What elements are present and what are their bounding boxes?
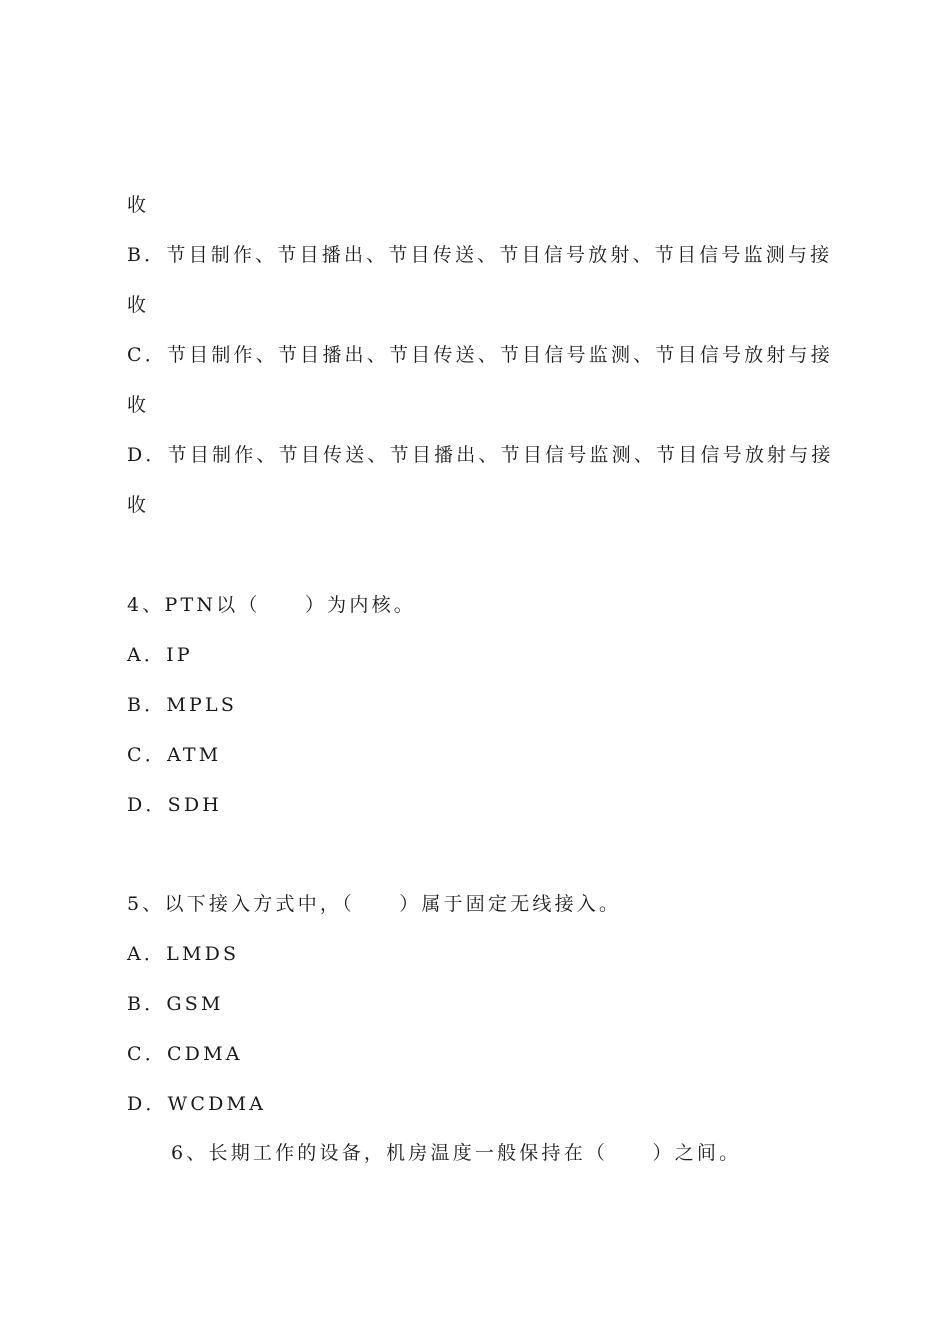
question-4-option-d: D．SDH xyxy=(127,794,223,816)
question-5-option-c: C．CDMA xyxy=(127,1043,243,1065)
question-4-stem: 4、PTN以（ ）为内核。 xyxy=(127,594,416,616)
option-b: B．节目制作、节目播出、节目传送、节目信号放射、节目信号监测与接 xyxy=(127,244,833,266)
option-continuation: 收 xyxy=(127,194,150,216)
question-4-option-b: B．MPLS xyxy=(127,694,238,716)
option-continuation: 收 xyxy=(127,394,150,416)
question-5-option-a: A．LMDS xyxy=(127,943,240,965)
option-c: C．节目制作、节目播出、节目传送、节目信号监测、节目信号放射与接 xyxy=(127,344,833,366)
question-5-option-d: D．WCDMA xyxy=(127,1093,267,1115)
option-continuation: 收 xyxy=(127,494,150,516)
question-5-stem: 5、以下接入方式中，（ ）属于固定无线接入。 xyxy=(127,893,622,915)
option-d: D．节目制作、节目传送、节目播出、节目信号监测、节目信号放射与接 xyxy=(127,444,834,466)
question-4-option-a: A．IP xyxy=(127,644,193,666)
option-continuation: 收 xyxy=(127,294,150,316)
question-6-stem: 6、长期工作的设备，机房温度一般保持在（ ）之间。 xyxy=(171,1142,742,1164)
question-4-option-c: C．ATM xyxy=(127,744,222,766)
question-5-option-b: B．GSM xyxy=(127,993,224,1015)
